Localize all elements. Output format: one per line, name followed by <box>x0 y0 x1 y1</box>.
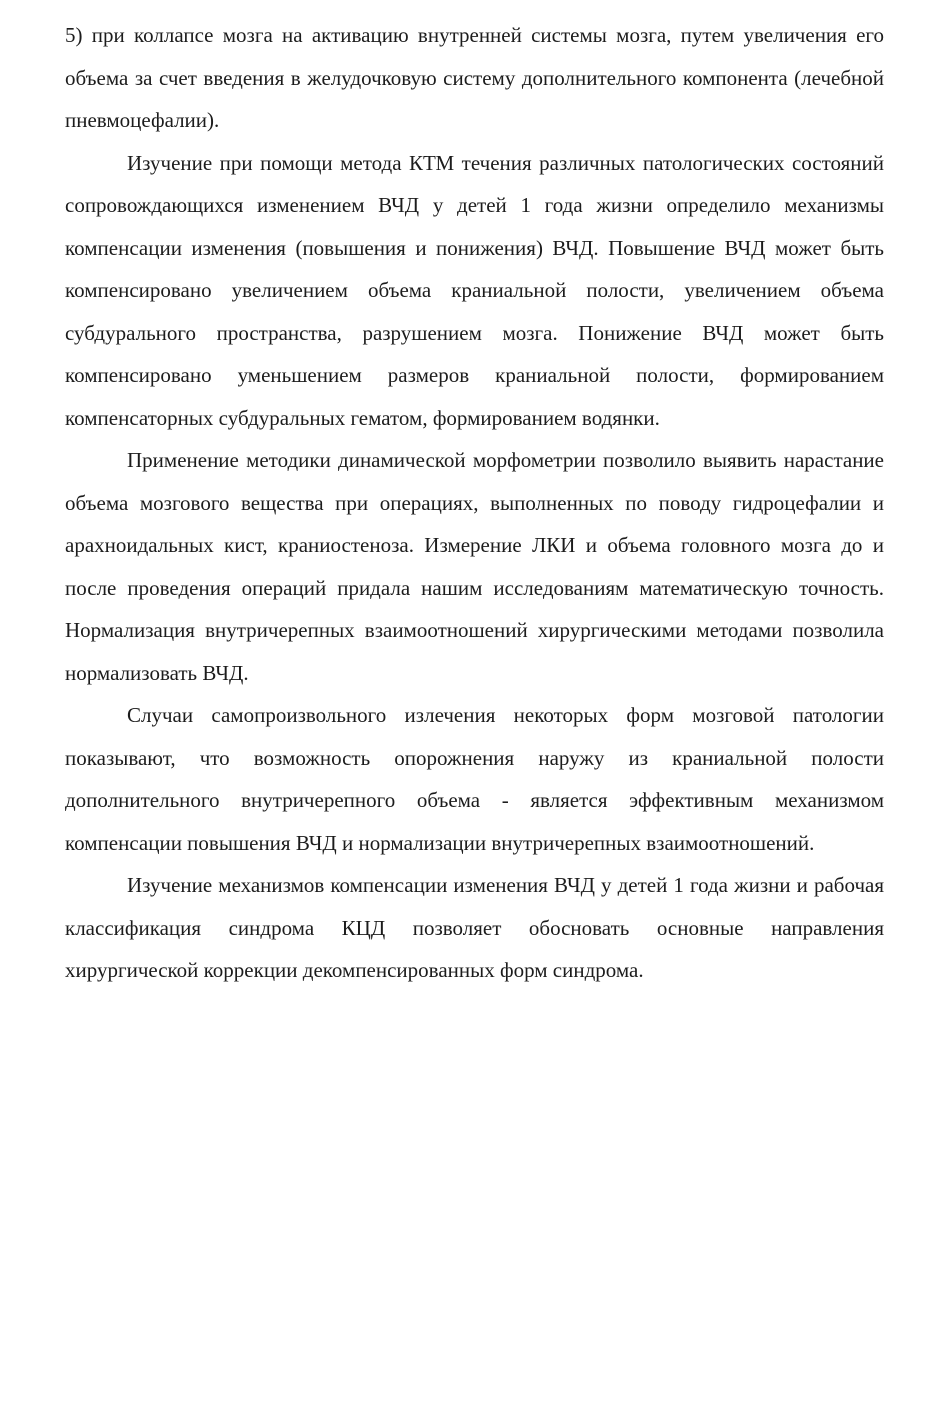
paragraph-list-item-5: 5) при коллапсе мозга на активацию внутренней системы мозга, путем увеличения его объема за счет введения в желудочковую систему дополнительного компонента (лечебной пневмоцефалии). <box>65 23 884 132</box>
paragraph-morphometry: Применение методики динамической морфометрии позволило выявить нарастание объема мозгового вещества при операциях, выполненных по поводу гидроцефалии и арахноидальных кист, краниостеноза. Измерение ЛКИ и объема головного мозга до и после проведения операций придала нашим исследованиям математическую точность. Нормализация внутричерепных взаимоотношений хирургическими методами позволила нормализовать ВЧД. <box>65 448 884 685</box>
paragraph-conclusion: Изучение механизмов компенсации изменения ВЧД у детей 1 года жизни и рабочая классификация синдрома КЦД позволяет обосновать основные направления хирургической коррекции декомпенсированных форм синдрома. <box>65 873 884 982</box>
paragraph-ktm-study: Изучение при помощи метода КТМ течения различных патологических состояний сопровождающихся изменением ВЧД у детей 1 года жизни определило механизмы компенсации изменения (повышения и понижения) ВЧД. Повышение ВЧД может быть компенсировано увеличением объема краниальной полости, увеличением объема субдурального пространства, разрушением мозга. Понижение ВЧД может быть компенсировано уменьшением размеров краниальной полости, формированием компенсаторных субдуральных гематом, формированием водянки. <box>65 150 884 430</box>
body-text <box>65 14 884 992</box>
paragraph-spontaneous-recovery: Случаи самопроизвольного излечения некоторых форм мозговой патологии показывают, что возможность опорожнения наружу из краниальной полости дополнительного внутричерепного объема - является эффективным механизмом компенсации повышения ВЧД и нормализации внутричерепных взаимоотношений. <box>65 703 884 855</box>
